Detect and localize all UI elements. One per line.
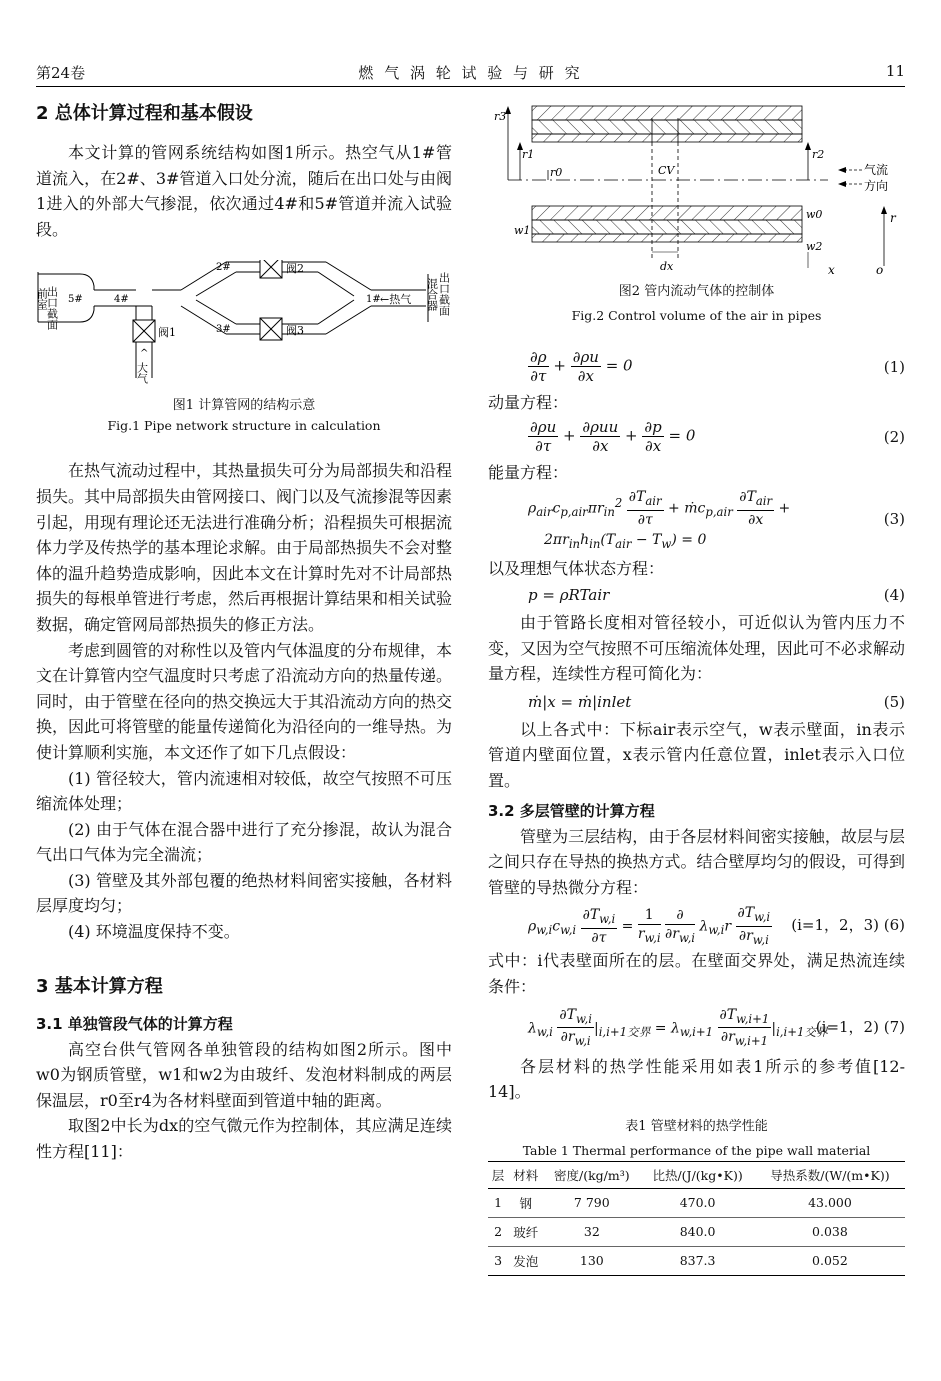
- page-number: 11: [885, 62, 905, 80]
- equation-5-number: (5): [883, 692, 905, 711]
- fig1-arrow-up: ^: [140, 348, 149, 360]
- fig1-valve1: 阀1: [158, 326, 176, 340]
- fig1-mixer-outlet: 出口截面: [437, 272, 451, 317]
- fig2-w1: w1: [514, 224, 531, 237]
- equation-7-condition: (i=1，2): [815, 1017, 879, 1036]
- fig1-valve3: 阀3: [286, 324, 304, 338]
- running-header: [36, 62, 905, 84]
- equation-4-number: (4): [883, 586, 905, 604]
- equation-7-no: (7): [883, 1017, 905, 1036]
- table-cell: 43.000: [755, 1188, 905, 1217]
- equation-3: $\rho_{air}c_{p,air}\pi r_{in}^2$ $\frac{\partial T_{air}}{\partial\tau}$ + ṁc$_{p,air}$ $\frac{\partial T_{air}}{\partial x}$ + $2\pi r_{in}h_{in}(T_{air} - T_w) = 0$ (3): [528, 489, 905, 551]
- table-cell: 130: [543, 1246, 640, 1275]
- figure-2-caption-en: Fig.2 Control volume of the air in pipes: [571, 308, 822, 323]
- equation-6-no: (6): [883, 916, 905, 935]
- fig2-r0: r0: [550, 166, 563, 179]
- section-3-title: 3 基本计算方程: [36, 975, 163, 997]
- equation-5-text: ṁ|x = ṁ|inlet: [528, 692, 632, 711]
- header-rule: [36, 86, 905, 87]
- fig1-front-chamber: 前室: [36, 288, 49, 311]
- table-row: [488, 1246, 905, 1275]
- table-header: 导热系数/(W/(m•K)): [755, 1161, 905, 1188]
- equation-3-number: (3): [883, 510, 905, 528]
- table-cell: 837.3: [640, 1246, 755, 1275]
- figure-1-caption-en: Fig.1 Pipe network structure in calculation: [107, 418, 381, 434]
- fig2-w0: w0: [806, 208, 823, 221]
- table-cell: 0.052: [755, 1246, 905, 1275]
- table-row: [488, 1188, 905, 1217]
- fig2-x: x: [828, 263, 835, 277]
- figure-2: [488, 98, 905, 326]
- paragraph-table-ref: 各层材料的热学性能采用如表1所示的参考值[12-14]。: [488, 1056, 905, 1102]
- equation-2: $\frac{\partial\rho u}{\partial\tau}$ + $\frac{\text{∂ρuu}}{\partial x}$ + $\frac{\partial p}{\partial x}$ = 0 (2): [530, 418, 905, 455]
- equation-7: $\lambda_{w,i}$ $\frac{\partial T_{w,i}}{\partial r_{w,i}}$ $|_{i,i+1交界} = \lambda_{w,i+1}$ $\frac{\partial T_{w,i+1}}{\partial r_{w,i+1}}$ $|_{i,i+1交界}$ (i=1，2) (7): [528, 1006, 905, 1049]
- table-cell: 钢: [508, 1188, 543, 1217]
- table-cell: 3: [488, 1246, 508, 1275]
- fig1-pipe1: 1#: [366, 294, 381, 306]
- fig2-cv: CV: [658, 164, 675, 177]
- assumption-4: (4) 环境温度保持不变。: [68, 922, 240, 942]
- table-1-caption-en: Table 1 Thermal performance of the pipe wall material: [522, 1142, 871, 1158]
- assumption-2: (2) 由于气体在混合器中进行了充分掺混，故认为混合气出口气体为完全湍流；: [36, 819, 452, 865]
- equation-6-condition: (i=1，2，3): [791, 916, 879, 935]
- table-header: 层: [488, 1161, 508, 1188]
- fig2-r: r: [890, 211, 896, 225]
- equation-1-number: (1): [883, 358, 905, 376]
- fig2-w2: w2: [806, 240, 823, 253]
- pipe-network-diagram: [36, 260, 452, 390]
- equation-4-text: p = ρRTair: [528, 586, 610, 604]
- paragraph-intro: 本文计算的管网系统结构如图1所示。热空气从1#管道流入，在2#、3#管道入口处分流，随后在出口处与由阀1进入的外部大气掺混，依次通过4#和5#管道并流入试验段。: [36, 143, 452, 239]
- fig1-pipe5: 5#: [68, 294, 83, 306]
- table-cell: 2: [488, 1217, 508, 1246]
- table-cell: 0.038: [755, 1217, 905, 1246]
- fig2-direction: 方向: [864, 179, 889, 193]
- paragraph-notation: 以上各式中：下标air表示空气，w表示壁面，in表示管道内壁面位置，x表示管内任意位置，inlet表示入口位置。: [488, 719, 905, 790]
- paragraph-pipe-structure: 高空台供气管网各单独管段的结构如图2所示。图中w0为钢质管壁，w1和w2为由玻纤、发泡材料制成的两层保温层，r0至r4为各材料壁面到管道中轴的距离。: [36, 1039, 452, 1110]
- equation-1: $\frac{\partial\rho}{\partial\tau}$ + $\frac{\partial\rho u}{\partial x}$ = 0 (1): [530, 348, 905, 385]
- paragraph-assumptions-intro: 考虑到圆管的对称性以及管内气体温度的分布规律，本文在计算管内空气温度时只考虑了沿流动方向的热量传递。同时，由于管壁在径向的热交换远大于其沿流动方向的热交换，因此可将管壁的能量传递简化为沿径向的一维导热。为使计算顺利实施，本文还作了如下几点假设：: [36, 640, 453, 762]
- table-cell: 发泡: [508, 1246, 543, 1275]
- fig1-outlet-left: 出口截面: [45, 286, 59, 331]
- table-cell: 470.0: [640, 1188, 755, 1217]
- paragraph-control-volume: 取图2中长为dx的空气微元作为控制体，其应满足连续性方程[11]：: [36, 1116, 452, 1162]
- equation-5: [488, 687, 905, 717]
- table-header: 比热/(J/(kg•K)): [640, 1161, 755, 1188]
- fig2-o: o: [876, 263, 884, 277]
- figure-1-caption-cn: 图1 计算管网的结构示意: [172, 398, 316, 414]
- fig1-valve2: 阀2: [286, 262, 304, 276]
- fig2-r3: r3: [494, 110, 507, 123]
- control-volume-diagram: [488, 98, 905, 278]
- fig1-atmosphere: 大气: [135, 362, 149, 385]
- assumption-1: (1) 管径较大，管内流速相对较低，故空气按照不可压缩流体处理；: [36, 768, 452, 814]
- fig2-r2: r2: [812, 148, 825, 161]
- equation-6-number: [791, 914, 905, 935]
- section-2-title: 2 总体计算过程和基本假设: [36, 103, 253, 124]
- state-label: 以及理想气体状态方程：: [488, 559, 665, 578]
- fig1-hot-air: ←热气: [380, 293, 412, 307]
- right-column: [488, 98, 905, 1276]
- equation-7-number: [816, 1016, 905, 1037]
- fig1-pipe3: 3#: [216, 324, 231, 336]
- fig1-pipe4: 4#: [114, 294, 129, 306]
- equation-4: [488, 582, 905, 610]
- paragraph-heat-loss: 在热气流动过程中，其热量损失可分为局部损失和沿程损失。其中局部损失由管网接口、阀门以及气流掺混等因素引起，用现有理论还无法进行准确分析；沿程损失可根据流体力学及传热学的基本理论求解。由于局部热损失不会对整体的温升趋势造成影响，因此本文在计算时先对不计局部热损失的每根单管进行考虑，然后再根据计算结果和相关试验数据，确定管网局部热损失的修正方法。: [36, 461, 453, 634]
- figure-2-caption-cn: 图2 管内流动气体的控制体: [618, 284, 775, 299]
- thermal-table: [488, 1161, 905, 1276]
- table-cell: 1: [488, 1188, 508, 1217]
- table-1-caption-cn: 表1 管壁材料的热学性能: [625, 1118, 768, 1134]
- section-3-1-title: 3.1 单独管段气体的计算方程: [36, 1014, 233, 1033]
- fig1-mixer: 混合器: [425, 278, 439, 312]
- section-3-2-title: 3.2 多层管壁的计算方程: [488, 801, 655, 820]
- fig1-pipe2: 2#: [216, 262, 231, 274]
- fig2-flow: 气流: [864, 163, 889, 177]
- volume-label: 第24卷: [36, 64, 86, 82]
- table-header: 材料: [508, 1161, 543, 1188]
- energy-label: 能量方程：: [488, 463, 569, 482]
- paragraph-interface: 式中：i代表壁面所在的层。在壁面交界处，满足热流连续条件：: [488, 951, 905, 996]
- table-cell: 840.0: [640, 1217, 755, 1246]
- table-header: 密度/(kg/m³): [543, 1161, 640, 1188]
- assumption-3: (3) 管壁及其外部包覆的绝热材料间密实接触，各材料层厚度均匀；: [36, 870, 452, 916]
- fig2-dx: dx: [660, 260, 674, 273]
- table-1: [488, 1117, 905, 1276]
- table-cell: 玻纤: [508, 1217, 543, 1246]
- paragraph-simplify: 由于管路长度相对管径较小，可近似认为管内压力不变，又因为空气按照不可压缩流体处理，因此可不必求解动量方程，连续性方程可简化为：: [488, 613, 905, 684]
- journal-name: 燃 气 涡 轮 试 验 与 研 究: [358, 64, 583, 82]
- table-cell: 32: [543, 1217, 640, 1246]
- table-cell: 7 790: [543, 1188, 640, 1217]
- momentum-label: 动量方程：: [488, 393, 569, 412]
- equation-2-number: (2): [883, 428, 905, 446]
- paragraph-multilayer: 管壁为三层结构，由于各层材料间密实接触，故层与层之间只存在导热的换热方式。结合壁厚均匀的假设，可得到管壁的导热微分方程：: [488, 826, 905, 897]
- left-column: [36, 98, 452, 1165]
- fig2-r1: r1: [522, 148, 535, 161]
- figure-1: [36, 260, 452, 436]
- equation-6: $\rho_{w,i}c_{w,i}$ $\frac{\partial T_{w,i}}{\partial\tau}$ = $\frac{1}{r_{w,i}}$ $\frac{\partial}{\partial r_{w,i}}$ $\lambda_{w,i}r$ $\frac{\partial T_{w,i}}{\partial r_{w,i}}$ (i=1，2，3) (6): [528, 905, 905, 947]
- table-row: [488, 1217, 905, 1246]
